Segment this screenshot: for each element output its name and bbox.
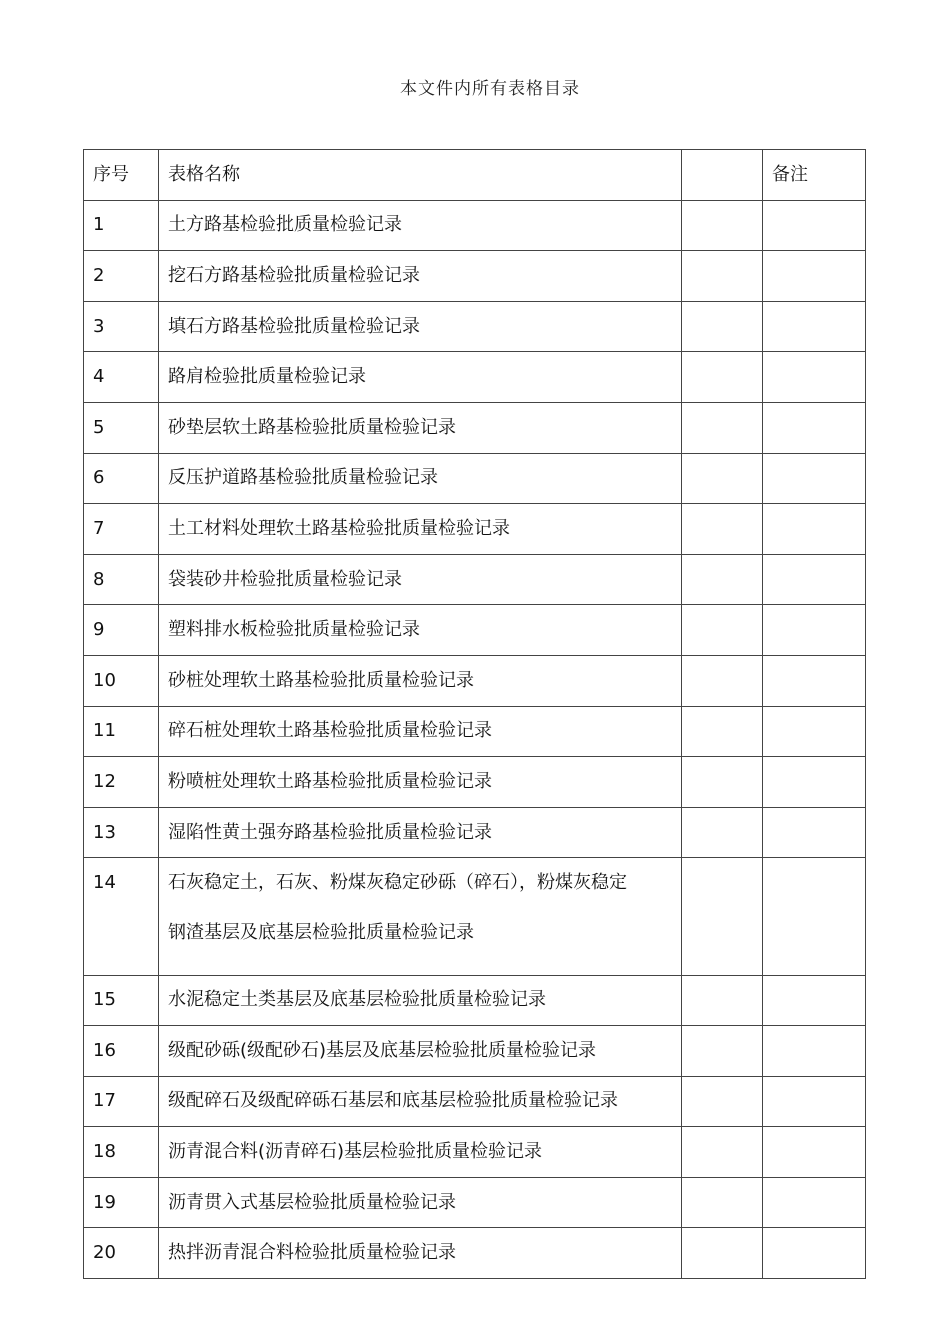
row-form-name: 填石方路基检验批质量检验记录 <box>159 301 682 352</box>
row-form-name: 湿陷性黄土强夯路基检验批质量检验记录 <box>159 807 682 858</box>
row-form-name: 沥青混合料(沥青碎石)基层检验批质量检验记录 <box>159 1127 682 1178</box>
row-number: 3 <box>84 301 159 352</box>
row-remarks-cell <box>763 453 866 504</box>
row-blank-cell <box>682 858 763 975</box>
page-title: 本文件内所有表格目录 <box>400 79 580 99</box>
row-number: 19 <box>84 1177 159 1228</box>
row-form-name: 水泥稳定土类基层及底基层检验批质量检验记录 <box>159 975 682 1026</box>
row-blank-cell <box>682 504 763 555</box>
row-form-name: 袋装砂井检验批质量检验记录 <box>159 554 682 605</box>
header-blank <box>682 150 763 201</box>
table-row <box>84 757 866 808</box>
table-row <box>84 504 866 555</box>
row-form-name: 级配碎石及级配碎砾石基层和底基层检验批质量检验记录 <box>159 1076 682 1127</box>
row-form-name-line-1: 石灰稳定土，石灰、粉煤灰稳定砂砾（碎石），粉煤灰稳定 <box>168 872 627 894</box>
table-row <box>84 1026 866 1077</box>
row-remarks-cell <box>763 402 866 453</box>
row-remarks-cell <box>763 352 866 403</box>
table-row <box>84 655 866 706</box>
row-form-name-line-2: 钢渣基层及底基层检验批质量检验记录 <box>168 922 474 944</box>
table-row <box>84 1076 866 1127</box>
row-blank-cell <box>682 655 763 706</box>
table-row <box>84 352 866 403</box>
table-header-row <box>84 150 866 201</box>
row-blank-cell <box>682 807 763 858</box>
row-blank-cell <box>682 1228 763 1279</box>
row-blank-cell <box>682 301 763 352</box>
row-remarks-cell <box>763 1026 866 1077</box>
row-form-name <box>159 858 682 975</box>
row-blank-cell <box>682 706 763 757</box>
row-number: 12 <box>84 757 159 808</box>
row-blank-cell <box>682 757 763 808</box>
row-remarks-cell <box>763 706 866 757</box>
row-form-name: 土方路基检验批质量检验记录 <box>159 200 682 251</box>
row-remarks-cell <box>763 655 866 706</box>
table-row <box>84 251 866 302</box>
row-remarks-cell <box>763 504 866 555</box>
row-form-name: 塑料排水板检验批质量检验记录 <box>159 605 682 656</box>
row-remarks-cell <box>763 1228 866 1279</box>
row-blank-cell <box>682 1177 763 1228</box>
row-form-name: 热拌沥青混合料检验批质量检验记录 <box>159 1228 682 1279</box>
table-row <box>84 402 866 453</box>
row-blank-cell <box>682 1076 763 1127</box>
row-blank-cell <box>682 402 763 453</box>
table-row <box>84 1228 866 1279</box>
row-blank-cell <box>682 352 763 403</box>
row-blank-cell <box>682 453 763 504</box>
row-remarks-cell <box>763 1076 866 1127</box>
header-remarks: 备注 <box>763 150 866 201</box>
header-serial-number: 序号 <box>84 150 159 201</box>
row-number: 16 <box>84 1026 159 1077</box>
row-blank-cell <box>682 605 763 656</box>
row-form-name: 土工材料处理软土路基检验批质量检验记录 <box>159 504 682 555</box>
row-blank-cell <box>682 1127 763 1178</box>
row-number: 13 <box>84 807 159 858</box>
row-blank-cell <box>682 1026 763 1077</box>
row-blank-cell <box>682 554 763 605</box>
table-row <box>84 975 866 1026</box>
row-form-name: 砂桩处理软土路基检验批质量检验记录 <box>159 655 682 706</box>
row-number: 9 <box>84 605 159 656</box>
row-number: 8 <box>84 554 159 605</box>
table-row <box>84 554 866 605</box>
row-remarks-cell <box>763 757 866 808</box>
row-remarks-cell <box>763 301 866 352</box>
row-number: 20 <box>84 1228 159 1279</box>
row-remarks-cell <box>763 807 866 858</box>
table-row <box>84 453 866 504</box>
row-number: 11 <box>84 706 159 757</box>
table-row <box>84 1127 866 1178</box>
table-row <box>84 1177 866 1228</box>
row-form-name: 路肩检验批质量检验记录 <box>159 352 682 403</box>
row-number: 1 <box>84 200 159 251</box>
row-remarks-cell <box>763 1177 866 1228</box>
table-row <box>84 706 866 757</box>
table-row <box>84 605 866 656</box>
row-form-name: 粉喷桩处理软土路基检验批质量检验记录 <box>159 757 682 808</box>
row-number: 18 <box>84 1127 159 1178</box>
row-number: 7 <box>84 504 159 555</box>
row-number: 10 <box>84 655 159 706</box>
row-form-name: 砂垫层软土路基检验批质量检验记录 <box>159 402 682 453</box>
row-number: 5 <box>84 402 159 453</box>
table-row <box>84 858 866 975</box>
row-blank-cell <box>682 251 763 302</box>
row-number: 4 <box>84 352 159 403</box>
table-row <box>84 200 866 251</box>
row-number: 17 <box>84 1076 159 1127</box>
row-form-name: 挖石方路基检验批质量检验记录 <box>159 251 682 302</box>
row-number: 2 <box>84 251 159 302</box>
table-of-forms <box>83 149 866 1279</box>
row-remarks-cell <box>763 858 866 975</box>
row-remarks-cell <box>763 251 866 302</box>
row-form-name: 沥青贯入式基层检验批质量检验记录 <box>159 1177 682 1228</box>
row-remarks-cell <box>763 1127 866 1178</box>
row-remarks-cell <box>763 200 866 251</box>
row-form-name: 碎石桩处理软土路基检验批质量检验记录 <box>159 706 682 757</box>
row-number: 14 <box>84 858 159 975</box>
row-blank-cell <box>682 200 763 251</box>
row-blank-cell <box>682 975 763 1026</box>
table-row <box>84 807 866 858</box>
row-remarks-cell <box>763 554 866 605</box>
row-form-name: 级配砂砾(级配砂石)基层及底基层检验批质量检验记录 <box>159 1026 682 1077</box>
row-remarks-cell <box>763 975 866 1026</box>
table-row <box>84 301 866 352</box>
row-remarks-cell <box>763 605 866 656</box>
row-number: 15 <box>84 975 159 1026</box>
row-form-name: 反压护道路基检验批质量检验记录 <box>159 453 682 504</box>
header-form-name: 表格名称 <box>159 150 682 201</box>
row-number: 6 <box>84 453 159 504</box>
